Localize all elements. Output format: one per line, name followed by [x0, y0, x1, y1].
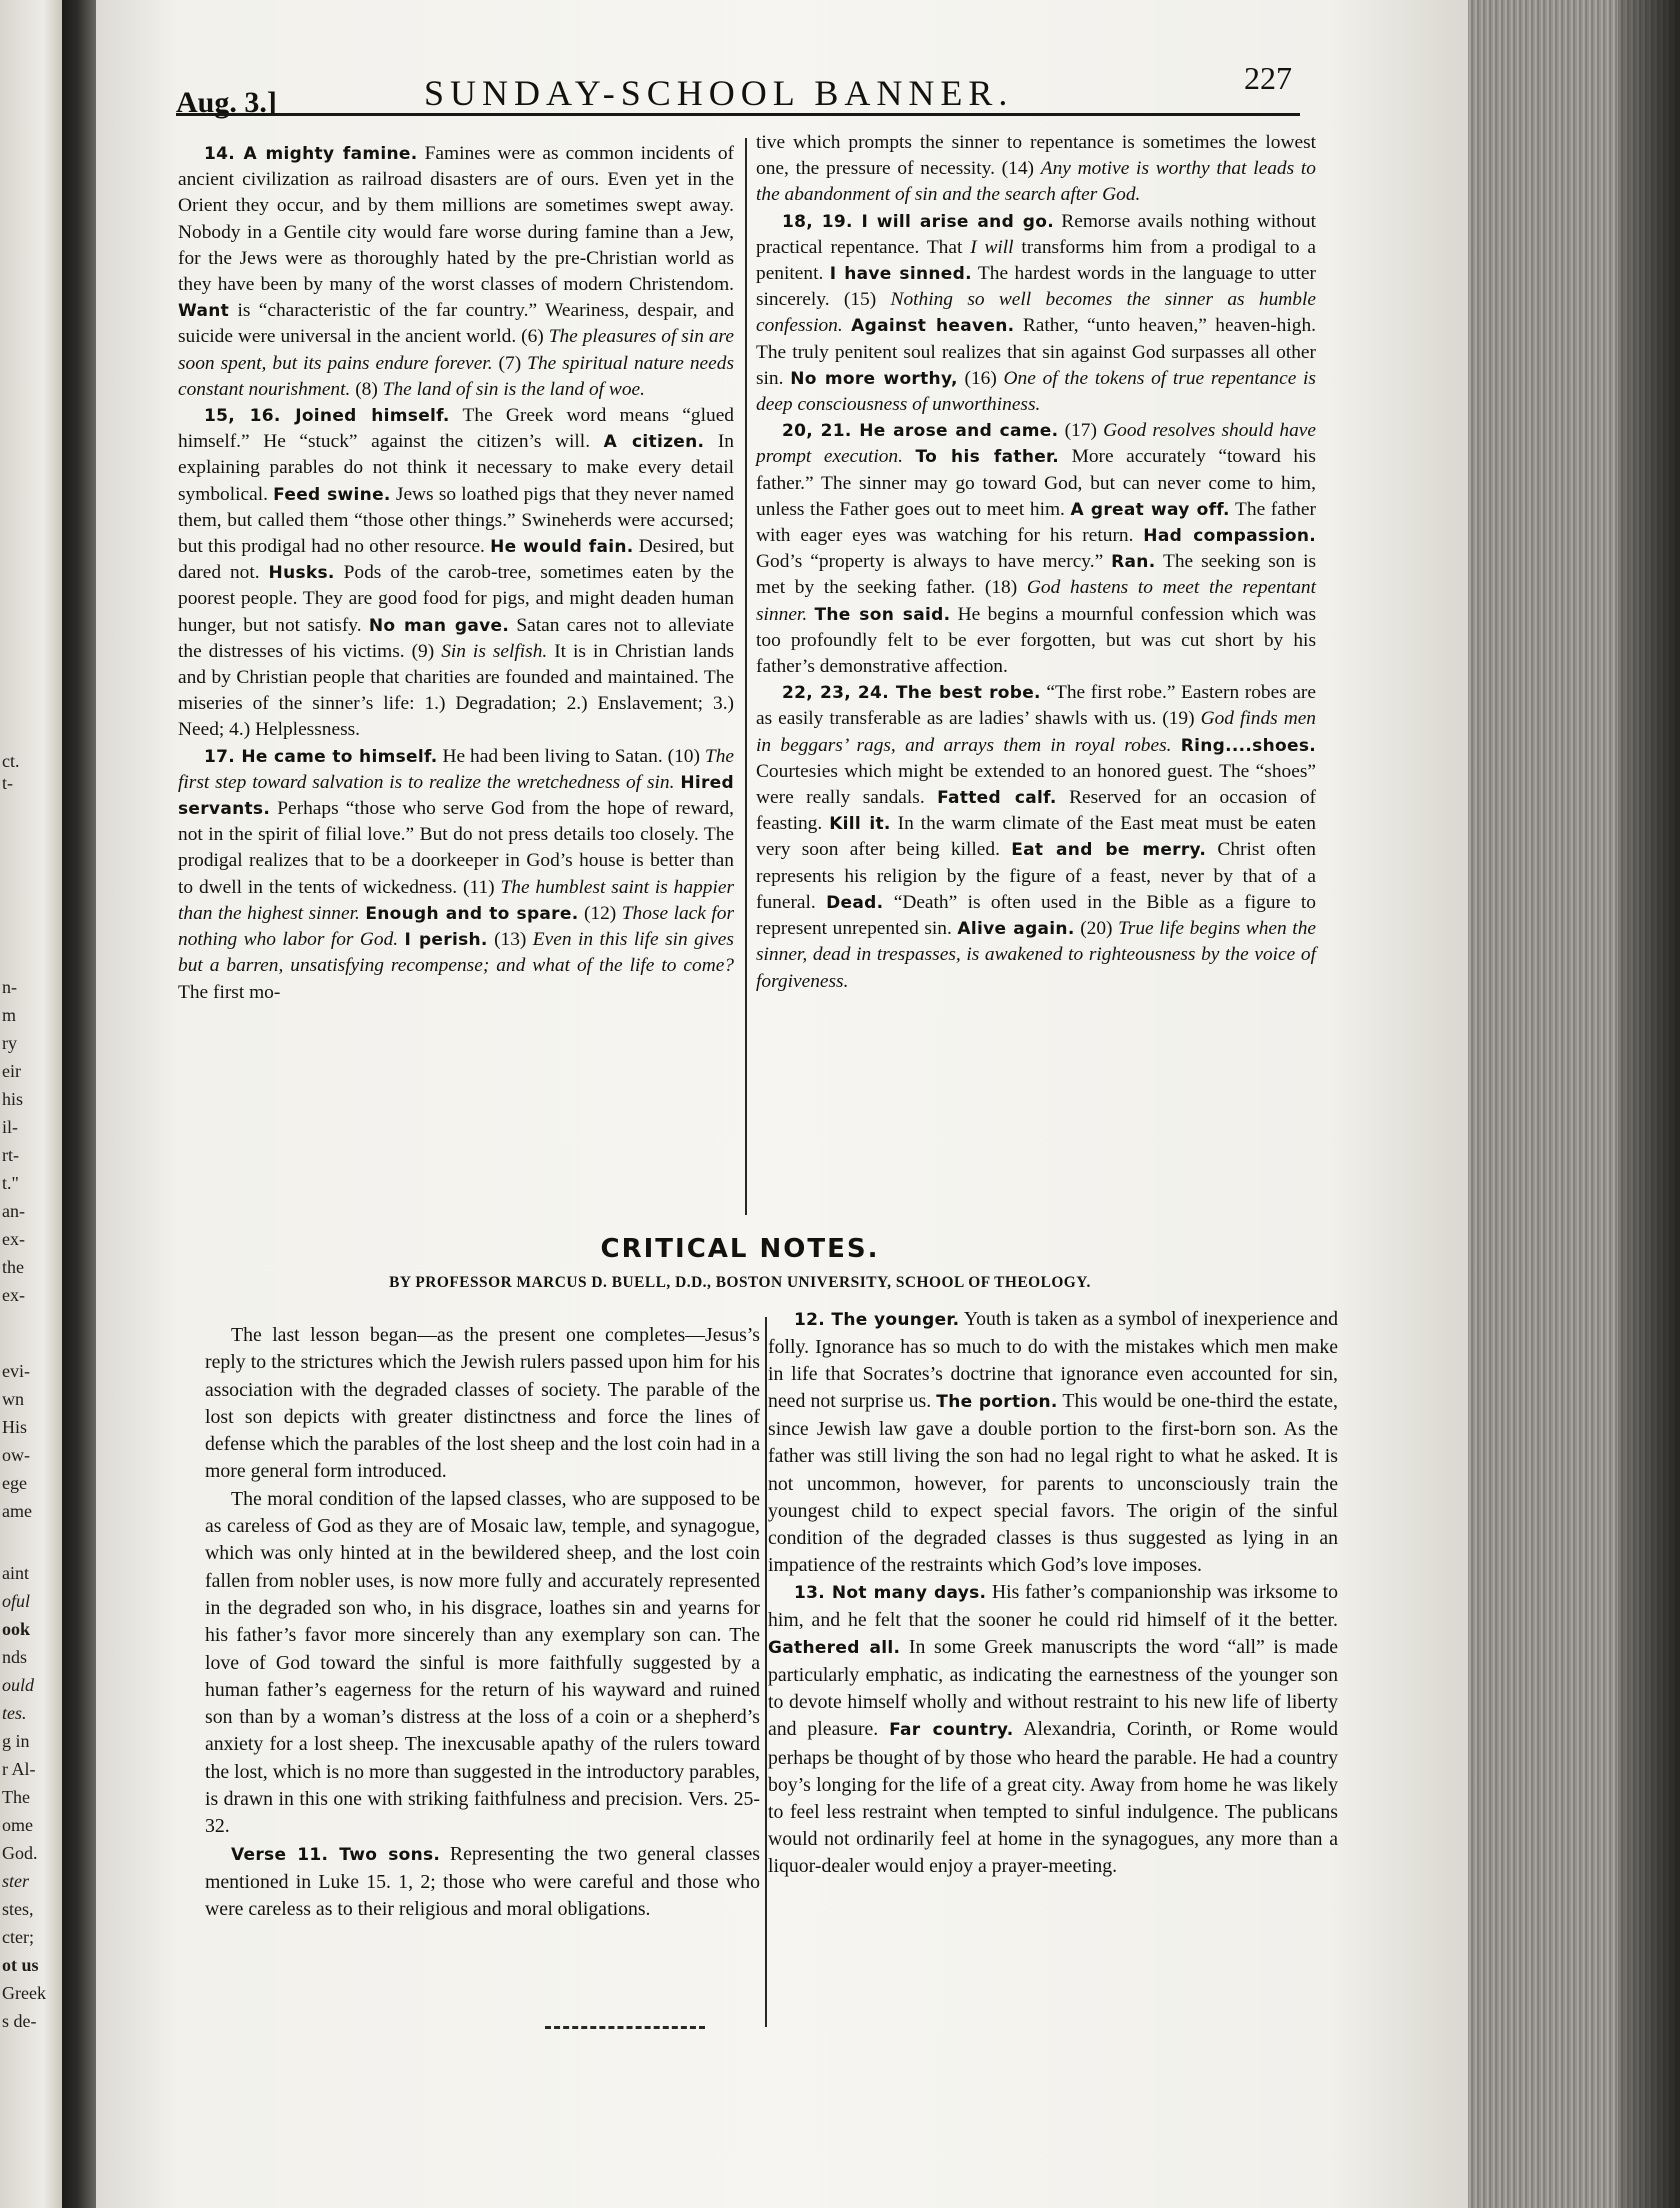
- margin-fragment: s de-: [2, 2011, 37, 2031]
- margin-fragment: God.: [2, 1843, 38, 1863]
- critical-note-verse-11: Verse 11. Two sons. Representing the two general classes mentioned in Luke 15. 1, 2; those who were careful and those who were careless as to their religious and moral obligations.: [205, 1842, 761, 1921]
- column-left-top: [178, 141, 734, 1006]
- section-byline: BY PROFESSOR MARCUS D. BUELL, D.D., BOSTON UNIVERSITY, SCHOOL OF THEOLOGY.: [389, 1274, 1091, 1291]
- issue-date: Aug. 3.]: [176, 86, 277, 119]
- critical-note-verse-13: 13. Not many days. His father’s companionship was irksome to him, and he felt that the sooner he could rid himself of it the better. Gathered all. In some Greek manuscripts the word “all” is made particularly emphatic, as indicating the earnestness of the younger son to devote himself wholly and without restraint to his new life of liberty and pleasure. Far country. Alexandria, Corinth, or Rome would perhaps be thought of by those who heard the parable. He had a country boy’s longing for the life of a great city. Away from home he was likely to feel less restraint when tempted to sinful indulgence. The publicans would not ordinarily feel at home in the synagogues, any more than a liquor-dealer would enjoy a prayer-meeting.: [768, 1580, 1339, 1877]
- margin-fragment: stes,: [2, 1899, 34, 1919]
- margin-fragment: r Al-: [2, 1759, 36, 1779]
- margin-fragment: ex-: [2, 1285, 25, 1305]
- page-edges: [1468, 0, 1680, 2208]
- section-title: CRITICAL NOTES.: [600, 1234, 880, 1264]
- margin-fragment: wn: [2, 1389, 24, 1409]
- running-header: [176, 60, 1300, 120]
- margin-fragment: ome: [2, 1815, 33, 1835]
- end-rule: [545, 2026, 705, 2029]
- margin-fragment: t-: [2, 773, 13, 793]
- margin-fragment: The: [2, 1787, 30, 1807]
- margin-fragment: aint: [2, 1563, 29, 1583]
- note-verse-22-24: 22, 23, 24. The best robe. “The first robe.” Eastern robes are as easily transferable as are ladies’ shawls with us. (19) God finds men in beggars’ rags, and arrays them in royal robes. Ring....shoes. Courtesies which might be extended to an honored guest. The “shoes” were really sandals. Fatted calf. Reserved for an occasion of feasting. Kill it. In the warm climate of the East meat must be eaten very soon after being killed. Eat and be merry. Christ often represents his religion by the figure of a feast, never by that of a funeral. Dead. “Death” is often used in the Bible as a figure to represent unrepented sin. Alive again. (20) True life begins when the sinner, dead in trespasses, is awakened to righteousness by the voice of forgiveness.: [756, 682, 1317, 992]
- note-verse-20-21: 20, 21. He arose and came. (17) Good resolves should have prompt execution. To his father. More accurately “toward his father.” The sinner may go toward God, but can never come to him, unless the Father goes out to meet him. A great way off. The father with eager eyes was watching for his return. Had compassion. God’s “property is always to have mercy.” Ran. The seeking son is met by the seeking father. (18) God hastens to meet the repentant sinner. The son said. He begins a mournful confession which was too profoundly felt to be ever forgotten, but was cut short by his father’s demonstrative affection.: [756, 420, 1316, 678]
- margin-fragment: the: [2, 1257, 24, 1277]
- margin-fragment: ow-: [2, 1445, 30, 1465]
- margin-fragment: tes.: [2, 1703, 27, 1723]
- page-number: 227: [1244, 60, 1292, 96]
- margin-fragment: ook: [2, 1619, 31, 1639]
- margin-fragment: rt-: [2, 1145, 19, 1165]
- margin-fragment: ct.: [2, 751, 20, 771]
- margin-fragment: nds: [2, 1647, 28, 1667]
- critical-note-verse-12: 12. The younger. Youth is taken as a symbol of inexperience and folly. Ignorance has so much to do with the mistakes which men make in life that Socrates’s doctrine that ignorance even accounted for sin, need not surprise us. The portion. This would be one-third the estate, since Jewish law gave a double portion to the first-born son. As the father was still living the son had no legal right to what he asked. It is not uncommon, however, for parents to unconsciously train the youngest child to expect special favors. The origin of the sinful condition of the degraded classes is thus suggested as lying in an impatience of the restraints which God’s love imposes.: [768, 1308, 1338, 1576]
- column-left-bottom: [205, 1322, 760, 1924]
- column-right-top: [756, 130, 1316, 995]
- margin-fragment: ster: [2, 1871, 29, 1891]
- margin-fragment: ot us: [2, 1955, 39, 1975]
- margin-fragment: his: [2, 1089, 24, 1109]
- column-divider: [745, 138, 747, 1215]
- publication-title: SUNDAY-SCHOOL BANNER.: [424, 73, 1014, 113]
- column-right-bottom: [768, 1306, 1338, 1880]
- margin-fragment: ame: [2, 1501, 32, 1521]
- book-gutter: [62, 0, 96, 2208]
- critical-note-moral-condition: The moral condition of the lapsed classes, who are supposed to be as careless of God as they are of Mosaic law, temple, and synagogue, which was only hinted at in the bewildered sheep, and the lost coin fallen from nobler uses, is now more fully and accurately represented in the degraded son who, in his disgrace, loathes sin and yearns for his father’s favor more sincerely than any exemplary son can. The love of God toward the sinful is more faithfully suggested by a human father’s eagerness for the return of his wayward and ruined son than by a woman’s distress at the loss of a coin or a shepherd’s anxiety for a lost sheep. The inexcusable apathy of the rulers toward the lost, which is no more than suggested in the introductory parables, is drawn in this one with striking faithfulness and precision. Vers. 25-32.: [205, 1487, 760, 1838]
- margin-fragment: g in: [2, 1731, 30, 1751]
- margin-fragment: eir: [2, 1061, 21, 1081]
- margin-fragment: ould: [2, 1675, 35, 1695]
- margin-fragment: il-: [2, 1117, 18, 1137]
- margin-fragment: an-: [2, 1201, 25, 1221]
- column-divider: [765, 1317, 767, 2027]
- note-verse-18-19: 18, 19. I will arise and go. Remorse avails nothing without practical repentance. That I will transforms him from a prodigal to a penitent. I have sinned. The hardest words in the language to utter sincerely. (15) Nothing so well becomes the sinner as humble confession. Against heaven. Rather, “unto heaven,” heaven-high. The truly penitent soul realizes that sin against God surpasses all other sin. No more worthy, (16) One of the tokens of true repentance is deep consciousness of unworthiness.: [756, 210, 1317, 416]
- header-rule: [176, 113, 1300, 116]
- note-continuation: tive which prompts the sinner to repentance is sometimes the lowest one, the pressure of necessity. (14) Any motive is worthy that leads to the abandonment of sin and the search after God.: [756, 132, 1316, 206]
- margin-fragment: evi-: [2, 1361, 30, 1381]
- critical-note-intro: The last lesson began—as the present one completes—Jesus’s reply to the strictures which the Jewish rulers passed upon him for his association with the degraded classes of society. The parable of the lost son depicts with greater distinctness and force the lines of defense which the parables of the lost sheep and the lost coin had in a more general form introduced.: [205, 1324, 760, 1483]
- margin-fragment: ege: [2, 1473, 27, 1493]
- previous-page-edge: [0, 0, 62, 2208]
- margin-fragment: cter;: [2, 1927, 34, 1947]
- note-verse-14: 14. A mighty famine. Famines were as common incidents of ancient civilization as railroad disasters are of ours. Even yet in the Orient they occur, and by them millions are sometimes swept away. Nobody in a Gentile city would fare worse during famine than a Jew, for the Jews were as thoroughly hated by the pre-Christian world as they have been by many of the worst classes of modern Christendom. Want is “characteristic of the far country.” Weariness, despair, and suicide were universal in the ancient world. (6) The pleasures of sin are soon spent, but its pains endure forever. (7) The spiritual nature needs constant nourishment. (8) The land of sin is the land of woe.: [178, 143, 734, 400]
- margin-fragment: ex-: [2, 1229, 25, 1249]
- margin-fragment: Greek: [2, 1983, 46, 2003]
- margin-fragment: ry: [2, 1033, 17, 1053]
- margin-fragment: oful: [2, 1591, 31, 1611]
- margin-fragment: n-: [2, 977, 17, 997]
- margin-fragment: t.": [2, 1173, 19, 1193]
- note-verse-15-16: 15, 16. Joined himself. The Greek word means “glued himself.” He “stuck” against the citizen’s will. A citizen. In explaining parables do not think it necessary to make every detail symbolical. Feed swine. Jews so loathed pigs that they never named them, but called them “those other things.” Swineherds were accursed; but this prodigal had no other resource. He would fain. Desired, but dared not. Husks. Pods of the carob-tree, sometimes eaten by the poorest people. They are good food for pigs, and might deaden human hunger, but not satisfy. No man gave. Satan cares not to alleviate the distresses of his victims. (9) Sin is selfish. It is in Christian lands and by Christian people that charities are founded and maintained. The miseries of the sinner’s life: 1.) Degradation; 2.) Enslavement; 3.) Need; 4.) Helplessness.: [178, 405, 734, 741]
- margin-fragment: His: [2, 1417, 28, 1437]
- note-verse-17: 17. He came to himself. He had been living to Satan. (10) The first step toward salvation is to realize the wretchedness of sin. Hired servants. Perhaps “those who serve God from the hope of reward, not in the spirit of filial love.” But do not press details too closely. The prodigal realizes that to be a doorkeeper in God’s house is better than to dwell in the tents of wickedness. (11) The humblest saint is happier than the highest sinner. Enough and to spare. (12) Those lack for nothing who labor for God. I perish. (13) Even in this life sin gives but a barren, unsatisfying recompense; and what of the life to come? The first mo-: [178, 745, 735, 1003]
- margin-fragment: m: [2, 1005, 17, 1025]
